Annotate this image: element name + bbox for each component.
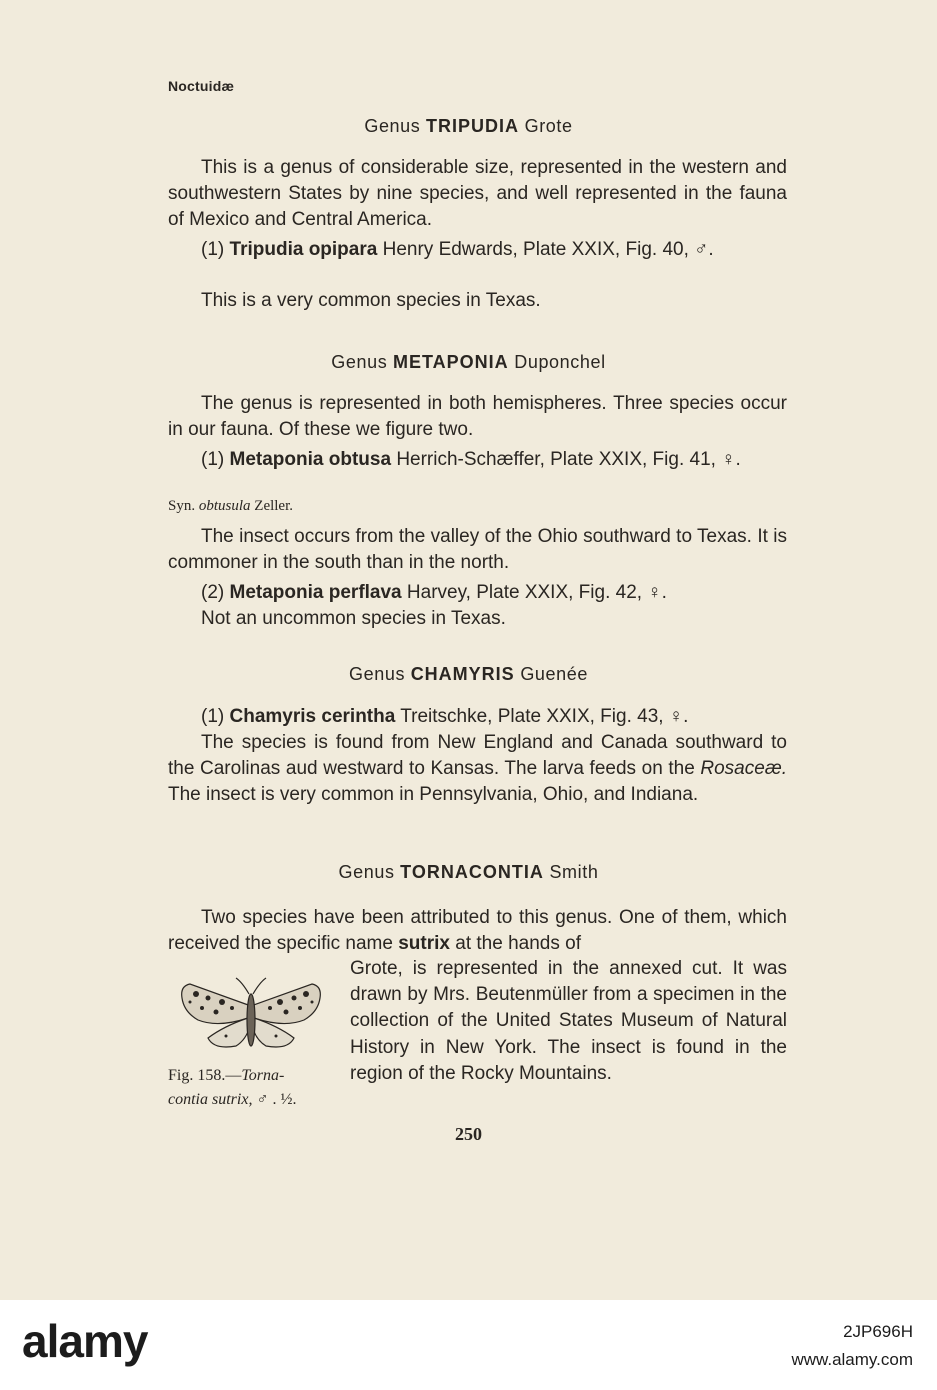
figure-caption (168, 1064, 348, 1112)
species-name: Metaponia perflava (229, 582, 402, 603)
metaponia-species-1-note: The insect occurs from the valley of the Ohio southward to Texas. It is commoner in the south than in the north. (168, 526, 787, 573)
running-head: Noctuidæ (168, 78, 235, 94)
site-url: www.alamy.com (791, 1350, 913, 1369)
species-number: (1) (201, 449, 225, 470)
figure-title-1: Torna- (241, 1067, 285, 1084)
genus-author: Duponchel (514, 352, 606, 372)
species-name: Metaponia obtusa (229, 449, 392, 470)
tripudia-intro: This is a genus of considerable size, represented in the western and southwestern States by nine species, and well represented in the fauna of Mexico and Central America. (168, 157, 787, 230)
species-number: (1) (201, 239, 225, 260)
species-name: Chamyris cerintha (229, 706, 396, 727)
species-reference: Henry Edwards, Plate XXIX, Fig. 40, ♂. (382, 239, 714, 260)
syn-name: obtusula (198, 498, 251, 514)
genus-heading-tripudia (0, 116, 937, 137)
metaponia-intro: The genus is represented in both hemispheres. Three species occur in our fauna. Of these we figure two. (168, 393, 787, 440)
image-id: 2JP696H (843, 1322, 913, 1341)
tornacontia-intro (168, 905, 787, 957)
genus-name: TRIPUDIA (426, 116, 519, 136)
genus-name: TORNACONTIA (400, 862, 544, 882)
genus-name: METAPONIA (392, 352, 509, 372)
genus-heading-metaponia (0, 352, 937, 373)
syn-label: Syn. (168, 498, 196, 514)
genus-prefix: Genus (331, 352, 388, 372)
metaponia-species-1 (168, 447, 787, 473)
genus-author: Guenée (520, 664, 588, 684)
species-reference: Treitschke, Plate XXIX, Fig. 43, ♀. (400, 706, 689, 727)
intro-text-b: at the hands of (455, 932, 581, 954)
genus-prefix: Genus (364, 116, 421, 136)
watermark-footer (0, 1300, 937, 1390)
note-text-b: The insect is very common in Pennsylvania, Ohio, and Indiana. (168, 783, 699, 805)
syn-author: Zeller. (254, 498, 294, 514)
note-family: Rosaceæ. (700, 757, 787, 779)
genus-prefix: Genus (338, 862, 395, 882)
genus-prefix: Genus (349, 664, 406, 684)
metaponia-species-2 (168, 580, 787, 606)
genus-name: CHAMYRIS (410, 664, 515, 684)
page-number: 250 (455, 1124, 482, 1144)
chamyris-species-1 (168, 704, 787, 730)
species-number: (1) (201, 706, 225, 727)
genus-heading-chamyris (0, 664, 937, 685)
species-reference: Herrich-Schæffer, Plate XXIX, Fig. 41, ♀. (396, 449, 741, 470)
figure-sex-scale: ♂ . ½. (256, 1091, 297, 1108)
species-number: (2) (201, 582, 225, 603)
genus-author: Smith (549, 862, 599, 882)
species-name: Tripudia opipara (229, 239, 378, 260)
moth-illustration (178, 976, 324, 1062)
synonym-line (168, 498, 293, 515)
tornacontia-side-text: Grote, is represented in the annexed cut. It was drawn by Mrs. Beutenmüller from a specimen in the collection of the United States Museum of Natural History in New York. The insect is found in the region of the Rocky Mountains. (350, 958, 787, 1084)
figure-label: Fig. 158.— (168, 1067, 242, 1084)
intro-specific-name: sutrix (398, 932, 450, 954)
figure-title-2: contia sutrix, (168, 1091, 253, 1108)
metaponia-species-2-note: Not an uncommon species in Texas. (201, 608, 506, 629)
alamy-logo: alamy (22, 1315, 148, 1367)
note-text-a: The species is found from New England and Canada southward to the Carolinas aud westward to Kansas. The larva feeds on the (168, 732, 787, 779)
chamyris-species-note (168, 730, 787, 807)
tripudia-species-1 (168, 237, 787, 263)
tripudia-species-note: This is a very common species in Texas. (201, 290, 541, 311)
species-reference: Harvey, Plate XXIX, Fig. 42, ♀. (406, 582, 667, 603)
intro-text-a: Two species have been attributed to this genus. One of them, which received the specific name (168, 907, 787, 954)
genus-heading-tornacontia (0, 862, 937, 883)
stock-info (791, 1318, 913, 1374)
genus-author: Grote (524, 116, 573, 136)
